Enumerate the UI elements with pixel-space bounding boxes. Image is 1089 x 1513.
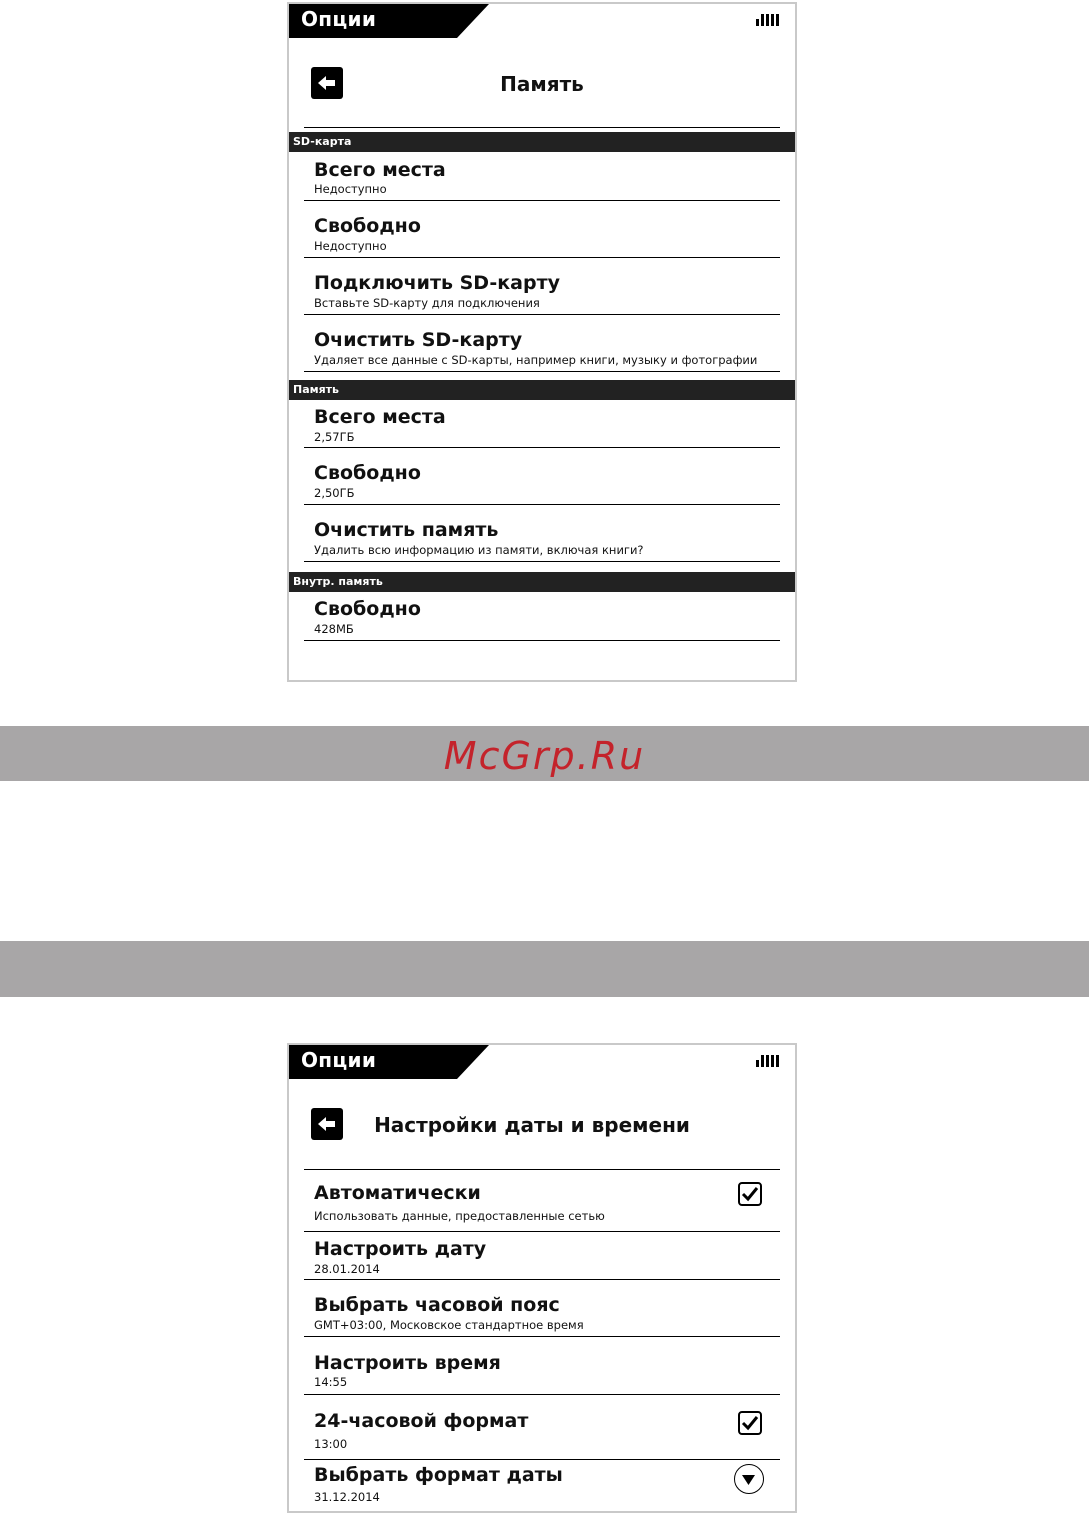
list-item-title: Автоматически: [314, 1182, 481, 1204]
top-bar: [289, 1045, 795, 1079]
list-item-title: Очистить SD-карту: [314, 329, 523, 351]
list-item-title: Настроить время: [314, 1352, 501, 1374]
list-item-subtitle: Недоступно: [314, 239, 387, 253]
list-item-title: Свободно: [314, 462, 421, 484]
list-item-title: Всего места: [314, 406, 446, 428]
list-item-subtitle: Использовать данные, предоставленные сетью: [314, 1209, 605, 1223]
list-item-subtitle: Удалить всю информацию из памяти, включая книги?: [314, 543, 644, 557]
list-item-mount-sd[interactable]: [304, 258, 780, 315]
list-item-title: Выбрать формат даты: [314, 1464, 563, 1486]
list-item-set-time[interactable]: [304, 1337, 780, 1395]
list-item-erase-sd[interactable]: [304, 315, 780, 372]
list-item-subtitle: Удаляет все данные с SD-карты, например книги, музыку и фотографии: [314, 353, 758, 367]
automatic-checkbox[interactable]: [738, 1182, 762, 1206]
list-item-erase-memory[interactable]: [304, 505, 780, 562]
title-bar: [289, 38, 795, 128]
checkmark-icon: [740, 1184, 760, 1204]
date-format-dropdown[interactable]: [734, 1464, 764, 1494]
chevron-down-icon: [735, 1465, 762, 1492]
list-item-internal-free[interactable]: [304, 592, 780, 641]
list-item-subtitle: 31.12.2014: [314, 1490, 380, 1504]
list-item-subtitle: 28.01.2014: [314, 1262, 380, 1276]
list-item-automatic[interactable]: [304, 1169, 780, 1232]
list-item-subtitle: 2,57ГБ: [314, 430, 355, 444]
battery-icon: [756, 1055, 779, 1067]
list-item-sd-free[interactable]: [304, 201, 780, 258]
section-header-memory: Память: [289, 380, 795, 400]
section-header-internal-memory: Внутр. память: [289, 572, 795, 592]
list-item-title: 24-часовой формат: [314, 1410, 529, 1432]
date-time-screen: [287, 1043, 797, 1513]
24h-format-checkbox[interactable]: [738, 1411, 762, 1435]
page-title: Настройки даты и времени: [374, 1113, 690, 1137]
list-item-set-date[interactable]: [304, 1232, 780, 1280]
options-tab-label: Опции: [301, 1048, 377, 1072]
page-title: Память: [500, 72, 584, 96]
list-item-date-format[interactable]: [304, 1460, 780, 1512]
list-item-title: Свободно: [314, 598, 421, 620]
list-item-subtitle: 14:55: [314, 1375, 348, 1389]
list-item-title: Очистить память: [314, 519, 499, 541]
watermark-band: [0, 726, 1089, 781]
list-item-24h-format[interactable]: [304, 1395, 780, 1460]
watermark-text: McGrp.Ru: [443, 734, 646, 778]
options-tab-label: Опции: [301, 7, 377, 31]
list-item-title: Свободно: [314, 215, 421, 237]
top-bar: [289, 4, 795, 38]
checkmark-icon: [740, 1413, 760, 1433]
battery-icon: [756, 14, 779, 26]
divider: [304, 127, 780, 128]
list-item-sd-total[interactable]: [304, 152, 780, 201]
list-item-subtitle: 13:00: [314, 1437, 348, 1451]
list-item-memory-free[interactable]: [304, 448, 780, 505]
list-item-title: Настроить дату: [314, 1238, 487, 1260]
list-item-memory-total[interactable]: [304, 400, 780, 448]
list-item-subtitle: Вставьте SD-карту для подключения: [314, 296, 540, 310]
list-item-subtitle: GMT+03:00, Московское стандартное время: [314, 1318, 584, 1332]
grey-band: [0, 941, 1089, 997]
title-bar: [289, 1079, 795, 1169]
list-item-subtitle: 2,50ГБ: [314, 486, 355, 500]
list-item-time-zone[interactable]: [304, 1280, 780, 1337]
list-item-title: Всего места: [314, 159, 446, 181]
section-header-sd-card: SD-карта: [289, 132, 795, 152]
memory-screen: [287, 2, 797, 682]
list-item-subtitle: 428МБ: [314, 622, 354, 636]
list-item-title: Выбрать часовой пояс: [314, 1294, 560, 1316]
list-item-title: Подключить SD-карту: [314, 272, 560, 294]
list-item-subtitle: Недоступно: [314, 182, 387, 196]
